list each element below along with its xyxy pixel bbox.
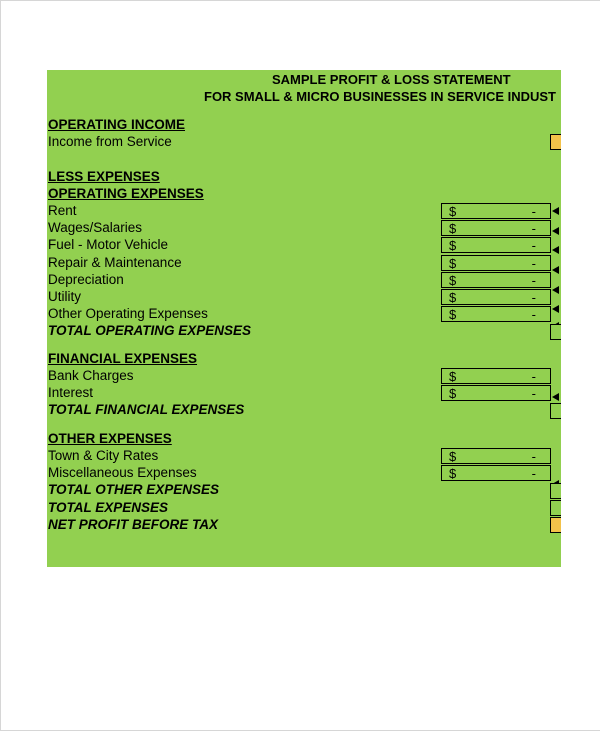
currency-symbol: $ — [449, 449, 457, 464]
expense-label-utility: Utility — [48, 289, 81, 304]
total-other-expenses-cell[interactable] — [550, 483, 561, 499]
financial-expenses-header: FINANCIAL EXPENSES — [48, 351, 198, 366]
expense-label-rent: Rent — [48, 203, 77, 218]
expense-value: - — [531, 369, 536, 384]
expense-label-depreciation: Depreciation — [48, 272, 124, 287]
expense-cell-repair[interactable] — [441, 255, 551, 271]
statement-subtitle: FOR SMALL & MICRO BUSINESSES IN SERVICE INDUST — [204, 89, 557, 104]
pointer-arrow-icon — [552, 207, 559, 215]
pointer-arrow-icon — [552, 227, 559, 235]
expense-value: - — [531, 290, 536, 305]
expense-cell-fuel[interactable] — [441, 237, 551, 253]
expense-label-bank-charges: Bank Charges — [48, 368, 134, 383]
currency-symbol: $ — [449, 290, 457, 305]
expense-label-other-operating: Other Operating Expenses — [48, 306, 208, 321]
total-expenses-cell[interactable] — [550, 500, 561, 516]
expense-cell-interest[interactable] — [441, 385, 551, 401]
total-operating-expenses-label: TOTAL OPERATING EXPENSES — [48, 323, 252, 338]
statement-title: SAMPLE PROFIT & LOSS STATEMENT — [272, 72, 511, 87]
expense-label-interest: Interest — [48, 385, 94, 400]
currency-symbol: $ — [449, 466, 457, 481]
net-profit-before-tax-label: NET PROFIT BEFORE TAX — [48, 517, 219, 532]
expense-cell-utility[interactable] — [441, 289, 551, 305]
pointer-arrow-icon — [552, 266, 559, 274]
expense-label-wages: Wages/Salaries — [48, 220, 143, 235]
expense-value: - — [531, 204, 536, 219]
expense-cell-wages[interactable] — [441, 220, 551, 236]
currency-symbol: $ — [449, 307, 457, 322]
operating-income-header: OPERATING INCOME — [48, 117, 186, 132]
operating-expenses-header: OPERATING EXPENSES — [48, 186, 204, 201]
currency-symbol: $ — [449, 386, 457, 401]
pointer-arrow-icon — [552, 393, 559, 401]
expense-label-fuel: Fuel - Motor Vehicle — [48, 237, 169, 252]
total-other-expenses-label: TOTAL OTHER EXPENSES — [48, 482, 220, 497]
expense-cell-rent[interactable] — [441, 203, 551, 219]
income-from-service-label: Income from Service — [48, 134, 172, 149]
expense-value: - — [531, 256, 536, 271]
pointer-arrow-icon — [552, 246, 559, 254]
expense-label-repair: Repair & Maintenance — [48, 255, 182, 270]
expense-label-town-city-rates: Town & City Rates — [48, 448, 159, 463]
currency-symbol: $ — [449, 273, 457, 288]
expense-value: - — [531, 449, 536, 464]
expense-value: - — [531, 386, 536, 401]
expense-value: - — [531, 466, 536, 481]
less-expenses-header: LESS EXPENSES — [48, 169, 160, 184]
expense-cell-miscellaneous[interactable] — [441, 465, 551, 481]
expense-label-miscellaneous: Miscellaneous Expenses — [48, 465, 197, 480]
expense-cell-other-operating[interactable] — [441, 306, 551, 322]
total-operating-expenses-cell[interactable] — [550, 324, 561, 340]
expense-value: - — [531, 307, 536, 322]
expense-cell-bank-charges[interactable] — [441, 368, 551, 384]
total-expenses-label: TOTAL EXPENSES — [48, 500, 169, 515]
expense-value: - — [531, 221, 536, 236]
total-financial-expenses-cell[interactable] — [550, 403, 561, 419]
net-profit-cell[interactable] — [550, 517, 561, 533]
expense-cell-town-city-rates[interactable] — [441, 448, 551, 464]
other-expenses-header: OTHER EXPENSES — [48, 431, 172, 446]
pointer-arrow-icon — [552, 286, 559, 294]
currency-symbol: $ — [449, 221, 457, 236]
expense-value: - — [531, 273, 536, 288]
currency-symbol: $ — [449, 369, 457, 384]
total-financial-expenses-label: TOTAL FINANCIAL EXPENSES — [48, 402, 245, 417]
pointer-arrow-icon — [552, 305, 559, 313]
currency-symbol: $ — [449, 238, 457, 253]
income-total-cell[interactable] — [550, 134, 561, 150]
currency-symbol: $ — [449, 256, 457, 271]
currency-symbol: $ — [449, 204, 457, 219]
expense-value: - — [531, 238, 536, 253]
expense-cell-depreciation[interactable] — [441, 272, 551, 288]
spreadsheet-area — [47, 70, 561, 567]
